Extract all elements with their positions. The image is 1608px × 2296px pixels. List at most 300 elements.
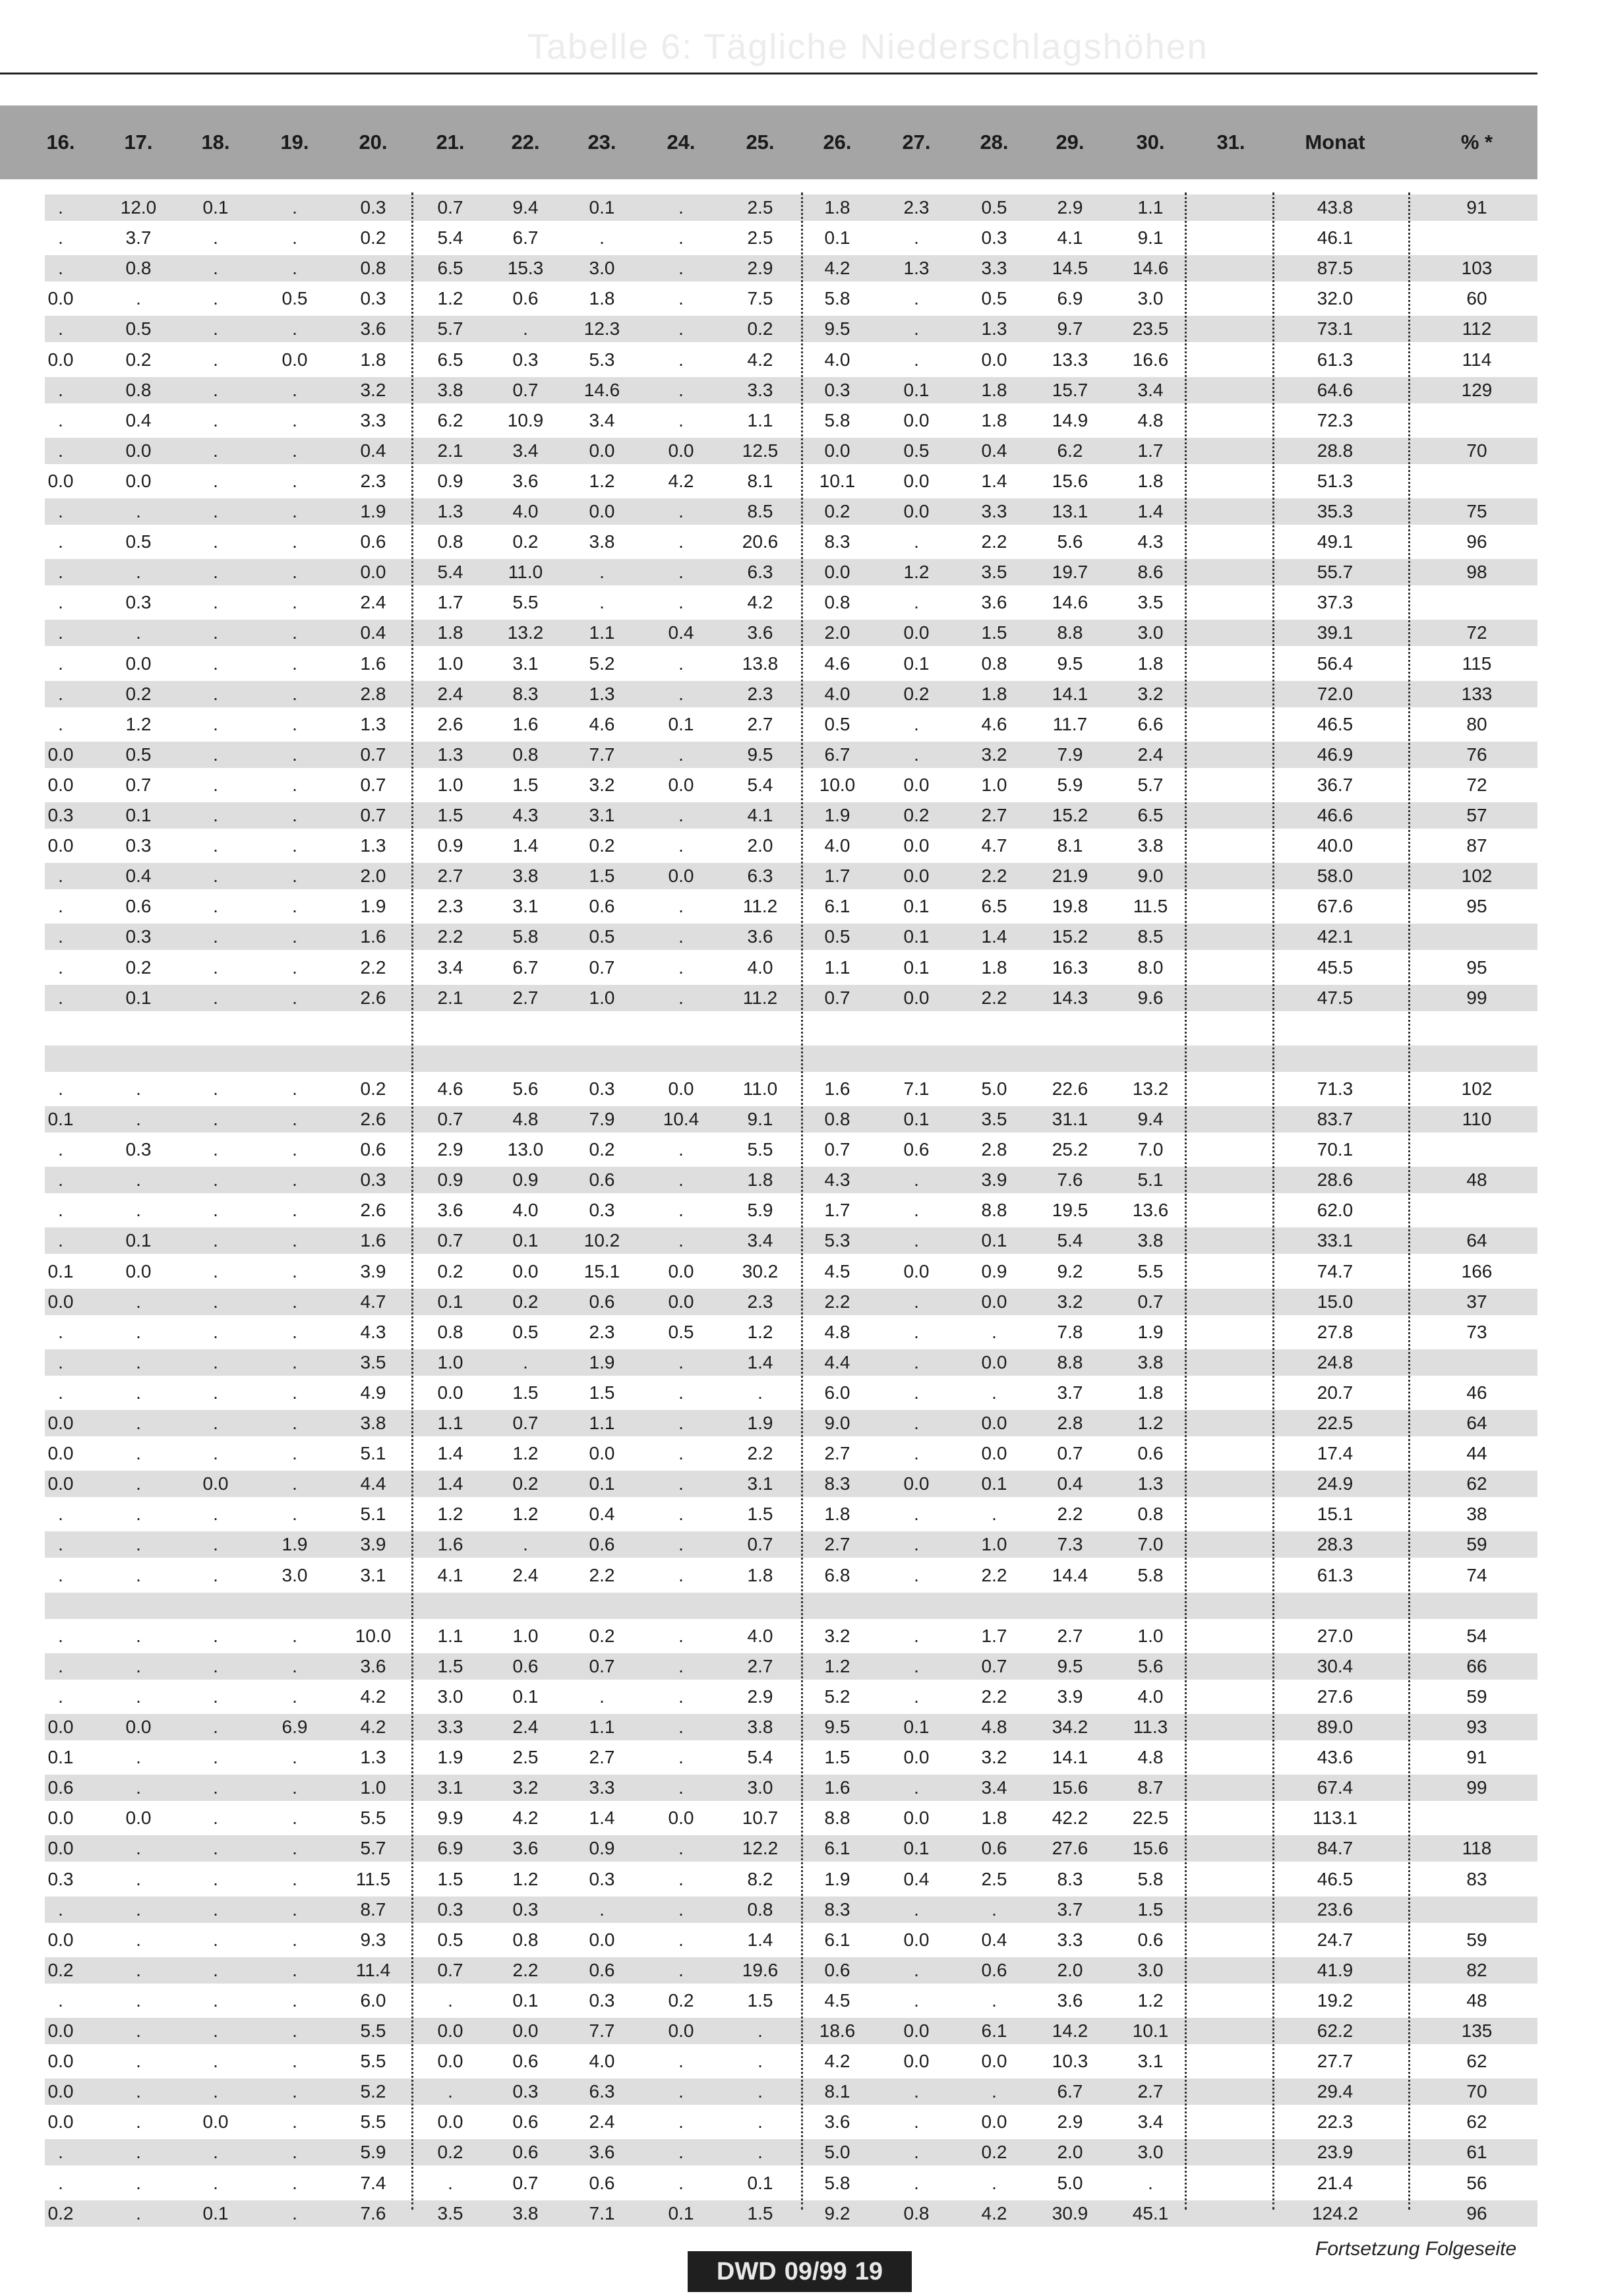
- table-cell: 1.4: [981, 471, 1007, 491]
- table-cell: 3.1: [437, 1777, 463, 1798]
- table-cell: 2.8: [1057, 1413, 1083, 1433]
- table-cell: 62.0: [1317, 1200, 1354, 1220]
- table-cell: 102: [1461, 866, 1493, 886]
- table-cell: .: [523, 318, 528, 339]
- table-cell: 3.0: [437, 1686, 463, 1707]
- table-cell: 3.0: [747, 1777, 773, 1798]
- table-cell: .: [292, 227, 297, 248]
- table-cell: 0.3: [125, 1139, 152, 1160]
- table-cell: 1.1: [589, 622, 615, 643]
- table-cell: 70.1: [1317, 1139, 1354, 1160]
- table-cell: 7.0: [1137, 1534, 1164, 1554]
- table-cell: 9.0: [1137, 866, 1164, 886]
- table-cell: 4.0: [824, 349, 850, 370]
- table-cell: .: [136, 1078, 141, 1099]
- table-cell: 4.8: [824, 1322, 850, 1342]
- table-cell: 5.0: [1057, 2173, 1083, 2193]
- table-cell: 0.0: [47, 1929, 74, 1950]
- table-cell: 0.0: [437, 2051, 463, 2071]
- table-cell: 3.3: [589, 1777, 615, 1798]
- table-cell: 8.7: [1137, 1777, 1164, 1798]
- table-cell: .: [213, 1777, 218, 1798]
- header-cell: 28.: [980, 131, 1009, 154]
- table-cell: 0.7: [824, 1139, 850, 1160]
- table-cell: 2.6: [360, 1109, 386, 1129]
- table-cell: 0.0: [589, 1443, 615, 1463]
- table-cell: [1427, 1895, 1526, 1925]
- table-cell: .: [992, 2081, 997, 2102]
- table-cell: 9.0: [824, 1413, 850, 1433]
- table-cell: [1181, 1803, 1280, 1833]
- table-cell: 0.0: [903, 1747, 930, 1767]
- table-cell: .: [292, 1777, 297, 1798]
- table-cell: 1.9: [360, 896, 386, 916]
- table-cell: 4.8: [981, 1717, 1007, 1737]
- table-cell: 0.5: [437, 1929, 463, 1950]
- table-cell: 4.2: [360, 1686, 386, 1707]
- table-cell: 64: [1466, 1413, 1487, 1433]
- table-cell: 3.6: [360, 1656, 386, 1676]
- table-cell: 8.1: [824, 2081, 850, 2102]
- table-cell: 1.4: [981, 926, 1007, 947]
- table-cell: .: [992, 1382, 997, 1403]
- table-cell: .: [292, 653, 297, 674]
- table-cell: .: [136, 1777, 141, 1798]
- table-cell: 2.2: [1057, 1504, 1083, 1524]
- table-cell: 0.7: [1137, 1291, 1164, 1312]
- table-cell: 0.2: [437, 2142, 463, 2162]
- table-cell: 0.6: [589, 1534, 615, 1554]
- table-cell: .: [213, 2020, 218, 2041]
- table-cell: .: [136, 1534, 141, 1554]
- table-cell: .: [136, 501, 141, 521]
- table-cell: .: [136, 2081, 141, 2102]
- table-cell: 0.2: [589, 835, 615, 856]
- table-cell: 118: [1462, 1838, 1492, 1858]
- table-cell: 129: [1461, 380, 1493, 400]
- table-cell: 5.1: [360, 1443, 386, 1463]
- table-cell: 9.4: [512, 197, 539, 218]
- table-cell: .: [136, 2051, 141, 2071]
- table-cell: 1.8: [360, 349, 386, 370]
- table-cell: 9.5: [824, 1717, 850, 1737]
- table-cell: 4.0: [824, 684, 850, 704]
- table-cell: 3.1: [1137, 2051, 1164, 2071]
- table-cell: 0.0: [437, 2111, 463, 2132]
- table-cell: 1.6: [360, 653, 386, 674]
- table-cell: 1.0: [1137, 1626, 1164, 1646]
- table-cell: 0.1: [668, 2203, 694, 2223]
- table-cell: 42.2: [1052, 1808, 1088, 1828]
- table-cell: 2.7: [1057, 1626, 1083, 1646]
- table-cell: 0.0: [47, 1443, 74, 1463]
- table-cell: 24.7: [1317, 1929, 1354, 1950]
- table-cell: .: [58, 957, 63, 978]
- table-cell: 2.5: [512, 1747, 539, 1767]
- table-cell: 4.6: [437, 1078, 463, 1099]
- table-cell: 6.7: [824, 744, 850, 765]
- table-cell: [1181, 1347, 1280, 1378]
- table-cell: 9.9: [437, 1808, 463, 1828]
- table-cell: .: [678, 1534, 684, 1554]
- table-cell: .: [914, 744, 919, 765]
- table-cell: 1.6: [360, 926, 386, 947]
- table-cell: 9.5: [1057, 1656, 1083, 1676]
- table-cell: 0.0: [903, 410, 930, 430]
- table-cell: .: [292, 410, 297, 430]
- table-cell: 45.5: [1317, 957, 1354, 978]
- table-cell: 3.9: [360, 1534, 386, 1554]
- table-cell: 2.4: [1137, 744, 1164, 765]
- table-cell: .: [678, 1838, 684, 1858]
- table-cell: 3.6: [824, 2111, 850, 2132]
- table-cell: 2.2: [824, 1291, 850, 1312]
- table-cell: 0.0: [202, 1473, 229, 1494]
- table-cell: 0.5: [589, 926, 615, 947]
- table-cell: 1.8: [437, 622, 463, 643]
- table-cell: 42.1: [1317, 926, 1354, 947]
- table-cell: 4.1: [747, 805, 773, 825]
- table-cell: .: [213, 1443, 218, 1463]
- table-cell: 87.5: [1317, 258, 1354, 278]
- table-cell: 5.2: [360, 2081, 386, 2102]
- table-cell: .: [58, 1382, 63, 1403]
- table-cell: 1.7: [824, 866, 850, 886]
- table-cell: 5.6: [512, 1078, 539, 1099]
- table-cell: .: [213, 1656, 218, 1676]
- table-cell: 0.4: [125, 410, 152, 430]
- table-cell: 16.6: [1132, 349, 1169, 370]
- table-cell: 7.8: [1057, 1322, 1083, 1342]
- table-cell: 1.2: [747, 1322, 773, 1342]
- table-cell: [1181, 1591, 1280, 1621]
- table-cell: 34.2: [1052, 1717, 1088, 1737]
- table-cell: .: [292, 1291, 297, 1312]
- continuation-note: Fortsetzung Folgeseite: [1315, 2238, 1517, 2260]
- table-cell: .: [213, 1686, 218, 1707]
- table-cell: [1181, 527, 1280, 557]
- table-cell: 0.1: [47, 1261, 74, 1281]
- table-cell: 0.7: [360, 744, 386, 765]
- table-cell: 0.2: [437, 1261, 463, 1281]
- table-cell: 11.5: [355, 1869, 391, 1889]
- table-cell: 46.1: [1317, 227, 1354, 248]
- table-cell: 32.0: [1317, 288, 1354, 309]
- table-cell: [1181, 345, 1280, 375]
- table-cell: 5.5: [360, 2111, 386, 2132]
- table-cell: 0.8: [125, 258, 152, 278]
- table-cell: 43.8: [1317, 197, 1354, 218]
- table-cell: 0.8: [125, 380, 152, 400]
- table-cell: 1.8: [824, 1504, 850, 1524]
- table-cell: 8.6: [1137, 562, 1164, 582]
- table-cell: .: [213, 1565, 218, 1585]
- table-cell: 1.5: [747, 1990, 773, 2011]
- table-cell: 3.8: [437, 380, 463, 400]
- table-cell: 7.7: [589, 2020, 615, 2041]
- table-cell: .: [678, 562, 684, 582]
- table-cell: [1181, 1469, 1280, 1499]
- table-cell: .: [914, 1200, 919, 1220]
- table-cell: .: [678, 2173, 684, 2193]
- table-cell: .: [678, 1504, 684, 1524]
- table-cell: 93: [1466, 1717, 1487, 1737]
- table-cell: 0.5: [125, 318, 152, 339]
- table-cell: 0.8: [512, 744, 539, 765]
- table-cell: .: [136, 1169, 141, 1190]
- table-cell: 1.1: [437, 1626, 463, 1646]
- table-cell: 1.3: [437, 501, 463, 521]
- table-cell: .: [678, 1139, 684, 1160]
- table-cell: 5.1: [360, 1504, 386, 1524]
- table-cell: 3.0: [282, 1565, 308, 1585]
- table-cell: 1.5: [512, 775, 539, 795]
- table-cell: 0.0: [202, 2111, 229, 2132]
- table-cell: 4.8: [512, 1109, 539, 1129]
- table-cell: 5.4: [747, 1747, 773, 1767]
- table-cell: 72: [1466, 622, 1487, 643]
- table-cell: 13.6: [1132, 1200, 1169, 1220]
- precipitation-table: [0, 192, 1537, 2223]
- table-cell: 4.2: [747, 349, 773, 370]
- table-cell: 5.8: [824, 410, 850, 430]
- table-cell: 3.6: [360, 318, 386, 339]
- table-cell: .: [292, 1960, 297, 1980]
- table-cell: 0.1: [125, 1230, 152, 1251]
- table-cell: 0.5: [903, 440, 930, 461]
- table-cell: .: [58, 1200, 63, 1220]
- table-cell: 9.7: [1057, 318, 1083, 339]
- table-cell: 15.1: [1317, 1504, 1354, 1524]
- table-cell: 4.2: [668, 471, 694, 491]
- table-cell: 0.8: [903, 2203, 930, 2223]
- table-cell: 1.9: [747, 1413, 773, 1433]
- header-cell: 25.: [746, 131, 775, 154]
- table-cell: 2.9: [1057, 197, 1083, 218]
- table-cell: .: [758, 2142, 763, 2162]
- table-cell: 8.1: [747, 471, 773, 491]
- table-cell: 1.5: [512, 1382, 539, 1403]
- table-cell: 10.4: [663, 1109, 700, 1129]
- table-cell: 3.8: [512, 866, 539, 886]
- table-cell: 4.8: [1137, 1747, 1164, 1767]
- table-cell: .: [678, 1869, 684, 1889]
- table-cell: 49.1: [1317, 531, 1354, 552]
- table-cell: 9.2: [824, 2203, 850, 2223]
- table-cell: .: [292, 1899, 297, 1920]
- table-cell: 0.3: [589, 1990, 615, 2011]
- table-cell: [1181, 709, 1280, 740]
- table-cell: 0.3: [512, 1899, 539, 1920]
- table-cell: .: [213, 349, 218, 370]
- table-cell: 9.2: [1057, 1261, 1083, 1281]
- table-cell: .: [292, 2020, 297, 2041]
- table-cell: .: [213, 1352, 218, 1372]
- table-cell: 0.6: [360, 531, 386, 552]
- table-cell: 24.8: [1317, 1352, 1354, 1372]
- table-cell: 0.2: [589, 1139, 615, 1160]
- table-cell: [1181, 1195, 1280, 1225]
- table-cell: .: [213, 1960, 218, 1980]
- table-cell: 0.1: [903, 926, 930, 947]
- table-cell: 22.3: [1317, 2111, 1354, 2132]
- table-cell: .: [599, 227, 605, 248]
- table-cell: .: [678, 926, 684, 947]
- table-cell: .: [292, 1322, 297, 1342]
- table-cell: 4.1: [1057, 227, 1083, 248]
- table-cell: .: [758, 2081, 763, 2102]
- table-cell: 0.2: [668, 1990, 694, 2011]
- table-cell: 3.3: [360, 410, 386, 430]
- table-cell: .: [292, 1626, 297, 1646]
- table-cell: 0.4: [589, 1504, 615, 1524]
- table-cell: 6.1: [824, 1838, 850, 1858]
- table-cell: 0.0: [903, 1473, 930, 1494]
- table-cell: .: [58, 926, 63, 947]
- table-cell: 5.7: [1137, 775, 1164, 795]
- table-cell: 1.2: [512, 1869, 539, 1889]
- table-cell: 1.3: [981, 318, 1007, 339]
- table-cell: 5.7: [360, 1838, 386, 1858]
- table-cell: 3.1: [747, 1473, 773, 1494]
- table-cell: 0.0: [47, 2081, 74, 2102]
- table-cell: 2.9: [1057, 2111, 1083, 2132]
- table-cell: [1181, 1529, 1280, 1560]
- table-cell: .: [678, 2051, 684, 2071]
- table-cell: 3.5: [981, 1109, 1007, 1129]
- table-cell: 5.5: [360, 1808, 386, 1828]
- table-cell: 0.3: [360, 197, 386, 218]
- table-cell: 2.3: [903, 197, 930, 218]
- page-footer-badge: [688, 2251, 912, 2292]
- table-cell: 1.1: [824, 957, 850, 978]
- table-cell: 0.6: [589, 896, 615, 916]
- table-cell: 7.9: [589, 1109, 615, 1129]
- table-cell: 14.9: [1052, 410, 1088, 430]
- table-cell: 135: [1461, 2020, 1493, 2041]
- table-cell: .: [292, 744, 297, 765]
- table-cell: [1181, 1134, 1280, 1165]
- table-cell: 1.9: [360, 501, 386, 521]
- table-cell: 5.0: [981, 1078, 1007, 1099]
- table-cell: .: [678, 1899, 684, 1920]
- table-cell: 4.4: [360, 1473, 386, 1494]
- table-cell: 8.8: [1057, 622, 1083, 643]
- table-cell: 0.3: [589, 1078, 615, 1099]
- table-cell: 19.6: [742, 1960, 779, 1980]
- table-cell: .: [678, 197, 684, 218]
- table-cell: 1.9: [824, 805, 850, 825]
- table-cell: .: [213, 1078, 218, 1099]
- table-cell: 0.0: [47, 744, 74, 765]
- table-cell: 1.2: [512, 1504, 539, 1524]
- table-cell: .: [678, 258, 684, 278]
- table-cell: .: [678, 1352, 684, 1372]
- header-cell: 27.: [902, 131, 931, 154]
- table-cell: 16.3: [1052, 957, 1088, 978]
- table-cell: .: [678, 744, 684, 765]
- table-cell: 0.7: [1057, 1443, 1083, 1463]
- table-cell: 61.3: [1317, 1565, 1354, 1585]
- table-cell: 47.5: [1317, 987, 1354, 1008]
- table-cell: 4.3: [1137, 531, 1164, 552]
- table-cell: 27.6: [1317, 1686, 1354, 1707]
- table-cell: [1181, 1895, 1280, 1925]
- table-cell: 83: [1466, 1869, 1487, 1889]
- table-cell: 0.3: [437, 1899, 463, 1920]
- table-cell: 4.3: [360, 1322, 386, 1342]
- table-cell: 0.0: [981, 349, 1007, 370]
- table-cell: 0.0: [125, 1808, 152, 1828]
- table-cell: 0.2: [125, 684, 152, 704]
- table-cell: 22.5: [1317, 1413, 1354, 1433]
- table-cell: 0.2: [47, 2203, 74, 2223]
- table-cell: 5.9: [360, 2142, 386, 2162]
- table-cell: .: [213, 1869, 218, 1889]
- table-cell: .: [758, 2020, 763, 2041]
- table-cell: 3.6: [589, 2142, 615, 2162]
- table-cell: 2.4: [512, 1565, 539, 1585]
- table-cell: [1181, 1986, 1280, 2016]
- table-cell: 5.5: [360, 2020, 386, 2041]
- table-cell: 3.2: [589, 775, 615, 795]
- table-cell: .: [678, 410, 684, 430]
- table-cell: .: [136, 1504, 141, 1524]
- table-cell: .: [136, 2142, 141, 2162]
- table-cell: 0.0: [47, 1413, 74, 1433]
- table-cell: [1181, 770, 1280, 800]
- table-cell: [1181, 557, 1280, 587]
- table-cell: 3.6: [747, 926, 773, 947]
- table-cell: 3.4: [981, 1777, 1007, 1798]
- table-cell: 0.0: [47, 2020, 74, 2041]
- table-cell: 0.7: [437, 1109, 463, 1129]
- table-cell: 1.6: [437, 1534, 463, 1554]
- table-cell: 10.7: [742, 1808, 779, 1828]
- table-cell: .: [58, 592, 63, 612]
- table-cell: .: [292, 1443, 297, 1463]
- table-cell: 8.3: [512, 684, 539, 704]
- table-cell: 3.4: [747, 1230, 773, 1251]
- table-cell: 0.0: [981, 2111, 1007, 2132]
- table-cell: 0.0: [668, 440, 694, 461]
- table-cell: 13.2: [507, 622, 544, 643]
- table-cell: .: [914, 318, 919, 339]
- table-cell: .: [678, 1473, 684, 1494]
- table-cell: 0.0: [125, 471, 152, 491]
- table-cell: .: [678, 592, 684, 612]
- table-cell: 1.1: [437, 1413, 463, 1433]
- table-cell: .: [58, 440, 63, 461]
- table-cell: 2.0: [360, 866, 386, 886]
- table-cell: 3.4: [589, 410, 615, 430]
- table-cell: 2.7: [437, 866, 463, 886]
- table-cell: .: [678, 835, 684, 856]
- table-cell: .: [914, 1686, 919, 1707]
- table-cell: 1.4: [589, 1808, 615, 1828]
- table-cell: [1427, 1013, 1526, 1044]
- table-cell: 2.0: [824, 622, 850, 643]
- table-cell: .: [678, 805, 684, 825]
- table-cell: 57: [1466, 805, 1487, 825]
- table-cell: .: [213, 410, 218, 430]
- table-cell: 6.5: [437, 258, 463, 278]
- table-cell: .: [678, 1565, 684, 1585]
- table-cell: .: [136, 1443, 141, 1463]
- table-cell: 0.7: [437, 1230, 463, 1251]
- table-cell: 2.6: [437, 714, 463, 734]
- table-cell: .: [678, 1777, 684, 1798]
